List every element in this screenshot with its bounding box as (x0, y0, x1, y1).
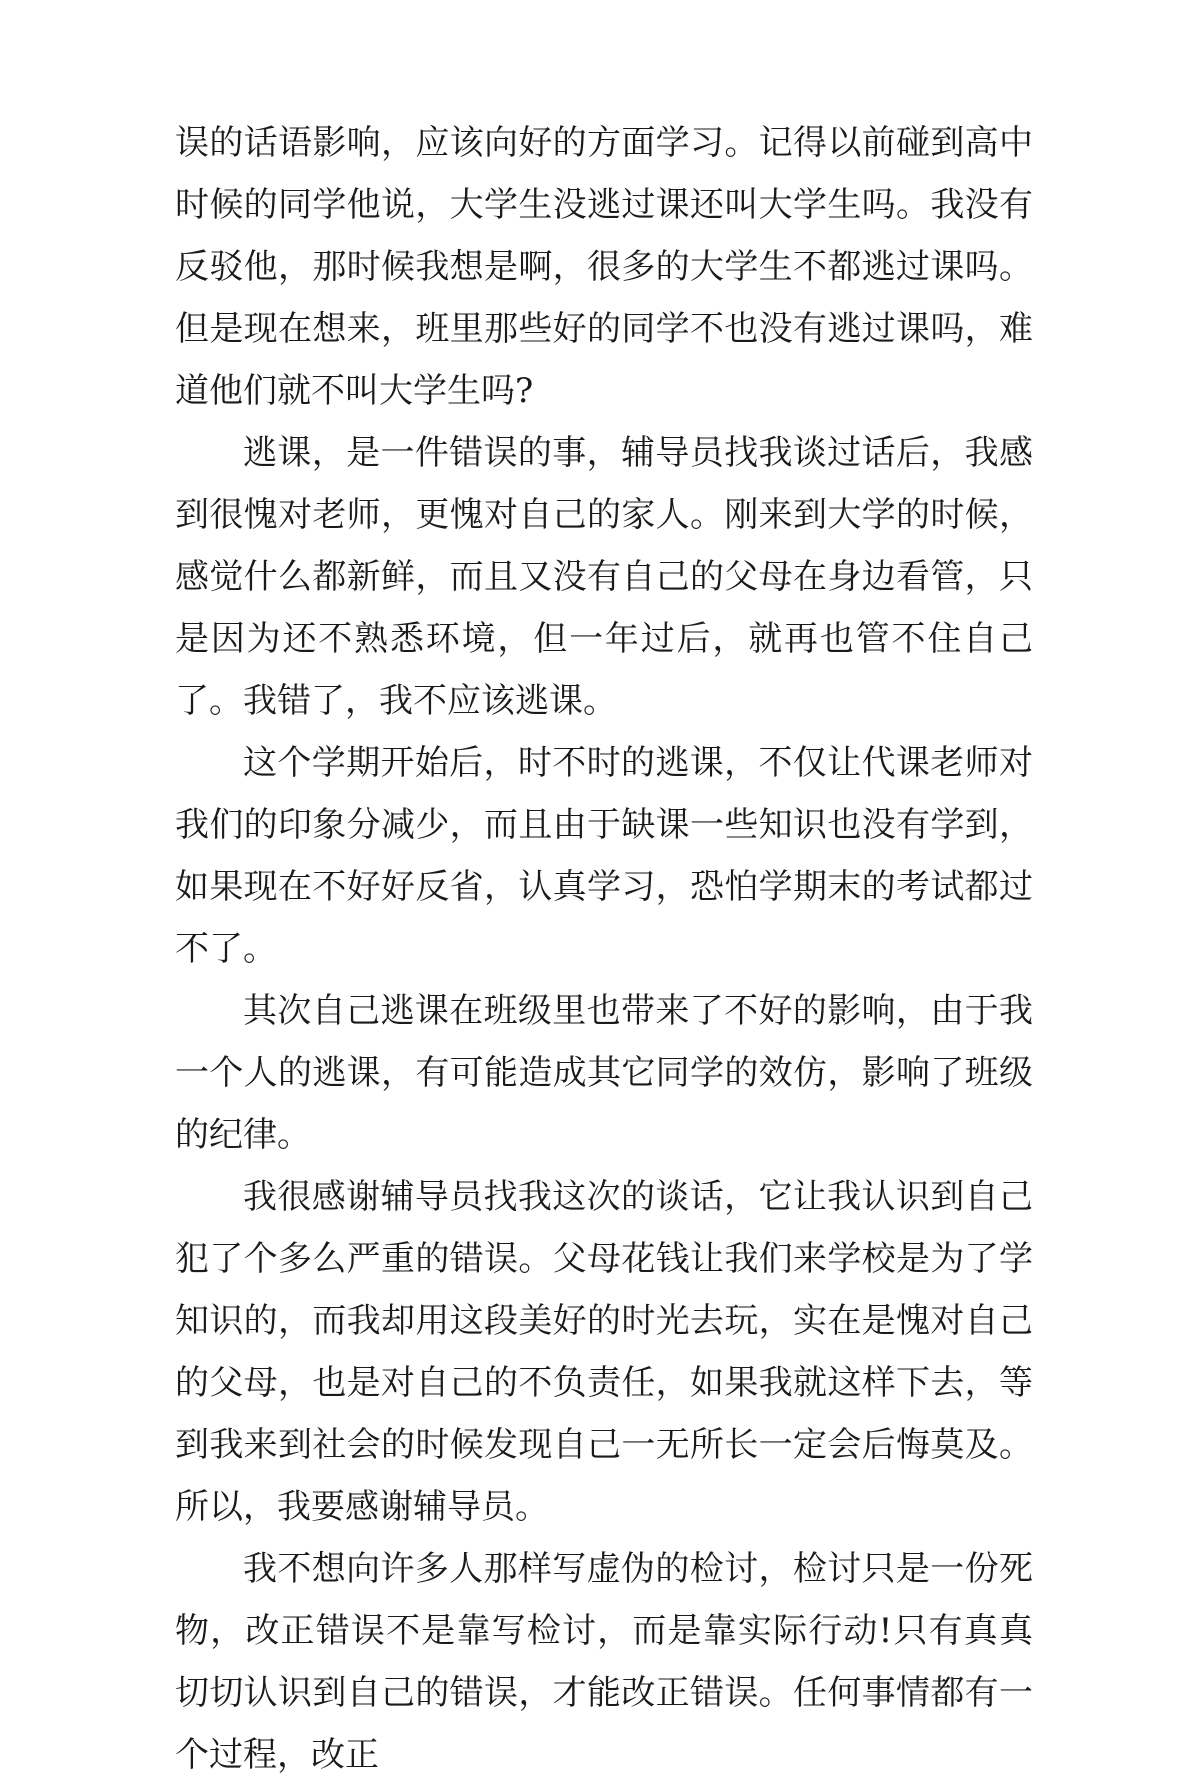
paragraph-4: 其次自己逃课在班级里也带来了不好的影响，由于我一个人的逃课，有可能造成其它同学的效仿，影响了班级的纪律。 (175, 991, 1033, 1155)
body-text (175, 112, 1033, 1786)
paragraph-6: 我不想向许多人那样写虚伪的检讨，检讨只是一份死物，改正错误不是靠写检讨，而是靠实际行动!只有真真切切认识到自己的错误，才能改正错误。任何事情都有一个过程，改正 (175, 1549, 1033, 1775)
paragraph-2: 逃课，是一件错误的事，辅导员找我谈过话后，我感到很愧对老师，更愧对自己的家人。刚来到大学的时候，感觉什么都新鲜，而且又没有自己的父母在身边看管，只是因为还不熟悉环境，但一年过后，就再也管不住自己了。我错了，我不应该逃课。 (175, 433, 1033, 721)
paragraph-1: 误的话语影响，应该向好的方面学习。记得以前碰到高中时候的同学他说，大学生没逃过课还叫大学生吗。我没有反驳他，那时候我想是啊，很多的大学生不都逃过课吗。但是现在想来，班里那些好的同学不也没有逃过课吗，难道他们就不叫大学生吗? (175, 123, 1033, 411)
paragraph-3: 这个学期开始后，时不时的逃课，不仅让代课老师对我们的印象分减少，而且由于缺课一些知识也没有学到，如果现在不好好反省，认真学习，恐怕学期末的考试都过不了。 (175, 743, 1033, 969)
paragraph-5: 我很感谢辅导员找我这次的谈话，它让我认识到自己犯了个多么严重的错误。父母花钱让我们来学校是为了学知识的，而我却用这段美好的时光去玩，实在是愧对自己的父母，也是对自己的不负责任，如果我就这样下去，等到我来到社会的时候发现自己一无所长一定会后悔莫及。所以，我要感谢辅导员。 (175, 1177, 1033, 1527)
